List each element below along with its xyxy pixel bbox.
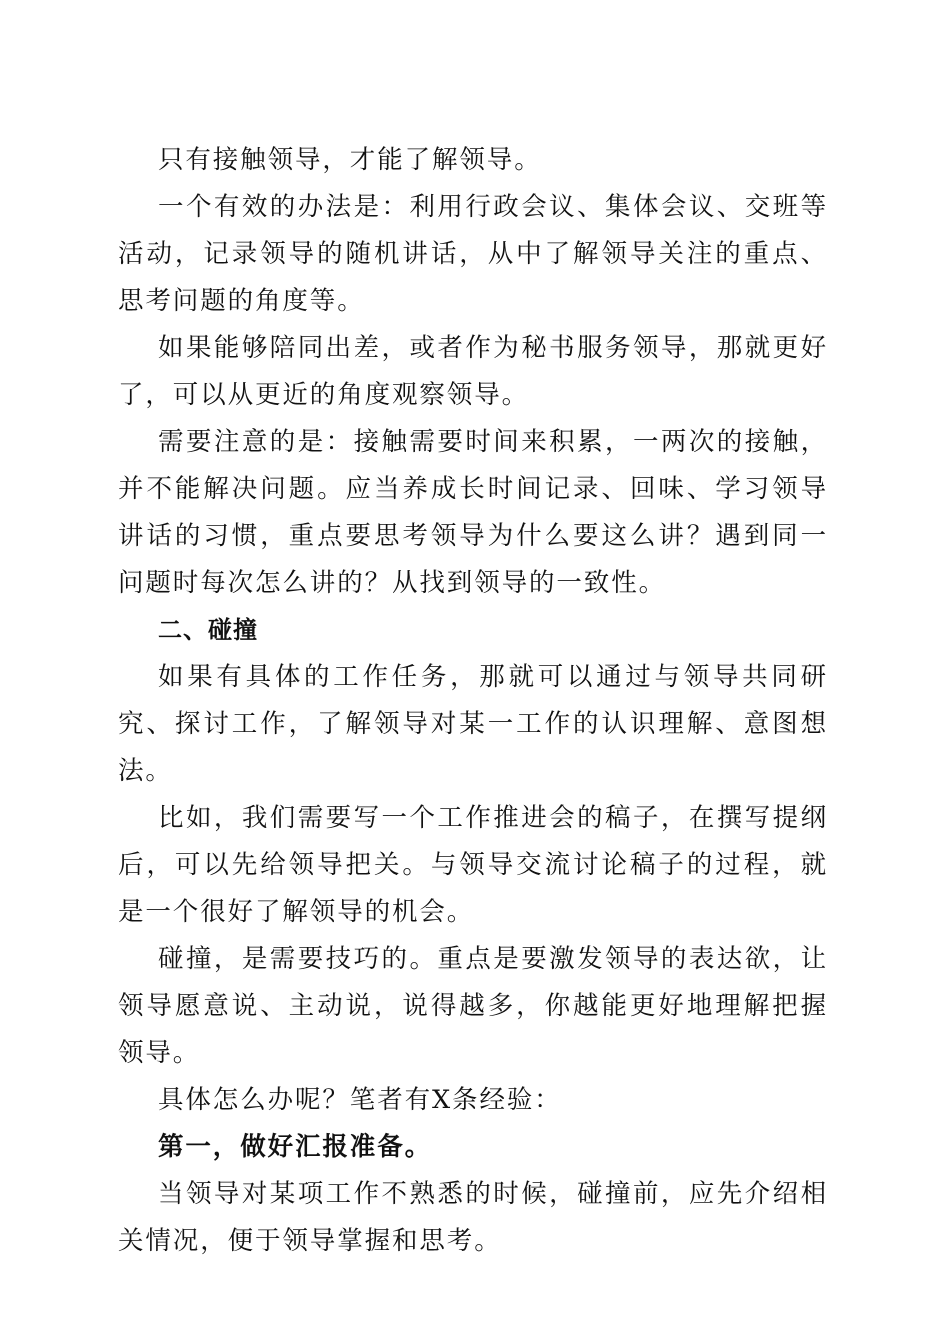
point-one-title: 第一，做好汇报准备。 (158, 1132, 433, 1162)
paragraph-contact: 只有接触领导，才能了解领导。 (158, 145, 542, 175)
document-body (118, 137, 828, 1265)
paragraph-example: 比如，我们需要写一个工作推进会的稿子，在撰写提纲后，可以先给领导把关。与领导交流讨论稿子的过程，就是一个很好了解领导的机会。 (118, 803, 828, 927)
paragraph-attention: 需要注意的是：接触需要时间来积累，一两次的接触，并不能解决问题。应当养成长时间记录、回味、学习领导讲话的习惯，重点要思考领导为什么要这么讲？遇到同一问题时每次怎么讲的？从找到领导的一致性。 (118, 427, 828, 598)
paragraph-question: 具体怎么办呢？笔者有X条经验： (158, 1085, 562, 1115)
paragraph-point-one: 当领导对某项工作不熟悉的时候，碰撞前，应先介绍相关情况，便于领导掌握和思考。 (118, 1179, 828, 1256)
section-heading: 二、碰撞 (158, 616, 258, 644)
paragraph-skill: 碰撞，是需要技巧的。重点是要激发领导的表达欲，让领导愿意说、主动说，说得越多，你越能更好地理解把握领导。 (118, 944, 828, 1068)
paragraph-travel: 如果能够陪同出差，或者作为秘书服务领导，那就更好了，可以从更近的角度观察领导。 (118, 333, 828, 410)
paragraph-task: 如果有具体的工作任务，那就可以通过与领导共同研究、探讨工作，了解领导对某一工作的认识理解、意图想法。 (118, 662, 828, 786)
paragraph-method: 一个有效的办法是：利用行政会议、集体会议、交班等活动，记录领导的随机讲话，从中了解领导关注的重点、思考问题的角度等。 (118, 192, 828, 316)
